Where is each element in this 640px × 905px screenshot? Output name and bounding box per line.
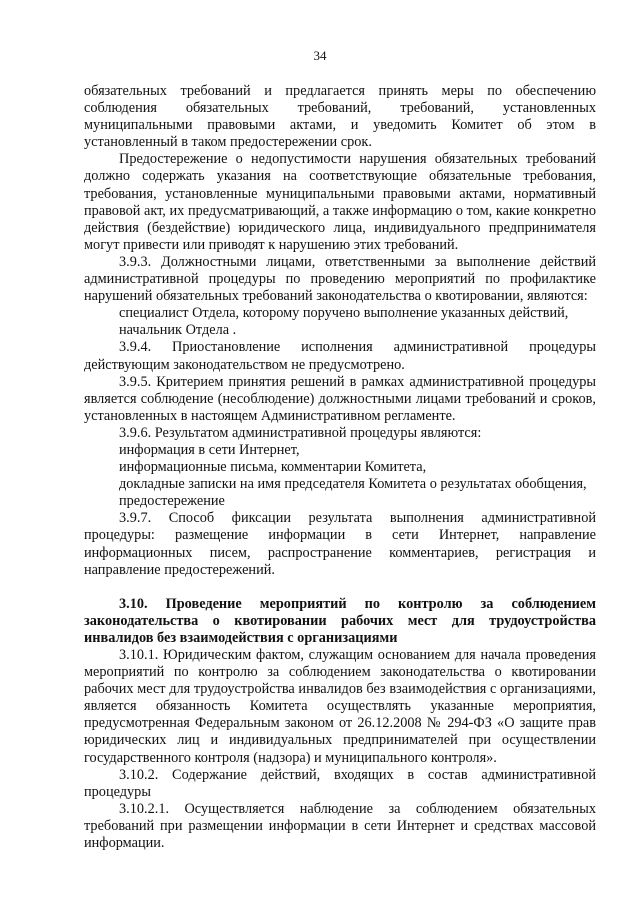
paragraph-3-9-6: 3.9.6. Результатом административной процедуры являются: [119,424,482,441]
paragraph-3-9-7: 3.9.7. Способ фиксации результата выполнения административной процедуры: размещение информации в сети Интернет, направление информационных писем, распространение комментариев, регистрация и направление предостережений. [84,510,596,578]
section-spacer [84,579,596,596]
list-item: специалист Отдела, которому поручено выполнение указанных действий, [119,305,569,322]
paragraph-3-9-4: 3.9.4. Приостановление исполнения административной процедуры действующим законодательством не предусмотрено. [84,339,596,373]
paragraph-3-10-2-1: 3.10.2.1. Осуществляется наблюдение за соблюдением обязательных требований при размещении информации в сети Интернет и средствах массовой информации. [84,800,596,852]
section-heading-3-10: 3.10. Проведение мероприятий по контролю за соблюдением законодательства о квотировании рабочих мест для трудоустройства инвалидов без взаимодействия с организациями [84,595,596,646]
list-item: информационные письма, комментарии Комитета, [119,459,427,476]
document-body [84,83,596,852]
paragraph-3-10-1: 3.10.1. Юридическим фактом, служащим основанием для начала проведения мероприятий по контролю за соблюдением законодательства о квотировании рабочих мест для трудоустройства инвалидов без взаимодействия с организациями, является обязанность Комитета осуществлять указанные мероприятия, предусмотренная Федеральным законом от 26.12.2008 № 294-ФЗ «О защите прав юридических лиц и индивидуальных предпринимателей при осуществлении государственного контроля (надзора) и муниципального контроля». [84,647,596,766]
list-item: начальник Отдела . [119,322,237,339]
paragraph: обязательных требований и предлагается принять меры по обеспечению соблюдения обязательных требований, требований, установленных муниципальными правовыми актами, и уведомить Комитет об этом в установленный в таком предостережении срок. [84,83,596,151]
page-number: 34 [313,48,327,63]
paragraph-3-9-5: 3.9.5. Критерием принятия решений в рамках административной процедуры является соблюдение (несоблюдение) должностными лицами требований и сроков, установленных в настоящем Административном регламенте. [84,373,596,424]
paragraph: Предостережение о недопустимости нарушения обязательных требований должно содержать указания на соответствующие обязательные требования, требования, установленные муниципальными правовыми актами, нормативный правовой акт, их предусматривающий, а также информацию о том, какие конкретно действия (бездействие) юридического лица, индивидуального предпринимателя могут привести или приводят к нарушению этих требований. [84,151,596,253]
list-item: докладные записки на имя председателя Комитета о результатах обобщения, [119,476,587,493]
paragraph-3-9-3: 3.9.3. Должностными лицами, ответственными за выполнение действий административной процедуры по проведению мероприятий по профилактике нарушений обязательных требований законодательства о квотировании, являются: [84,253,596,305]
list-item: предостережение [119,493,225,510]
list-item: информация в сети Интернет, [119,441,300,458]
paragraph-3-10-2: 3.10.2. Содержание действий, входящих в состав административной процедуры [84,766,596,800]
